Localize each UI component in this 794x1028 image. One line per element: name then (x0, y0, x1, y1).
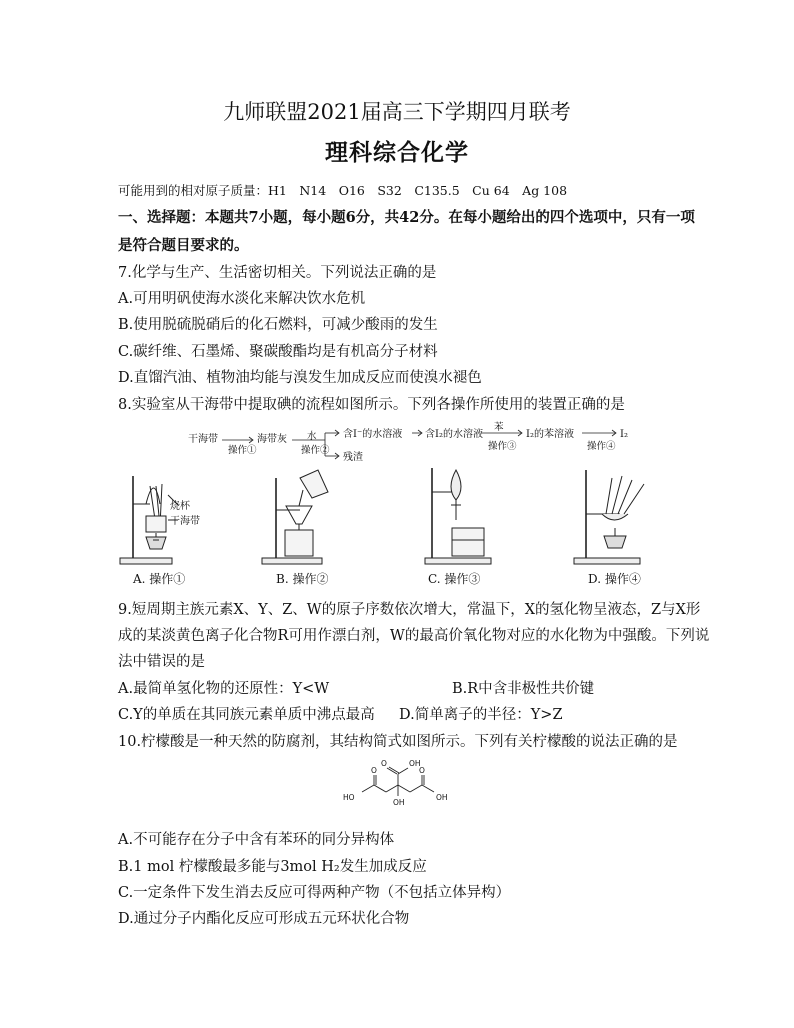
flow-op3-label: 操作③ (488, 441, 517, 452)
struct-o-left: O (371, 766, 377, 775)
q9-option-d: D.简单离子的半径：Y>Z (399, 707, 563, 723)
label-dry-kelp: 干海带 (170, 516, 200, 527)
struct-o-right: O (419, 766, 425, 775)
q7-option-a: A.可用明矾使海水淡化来解决饮水危机 (118, 291, 366, 307)
flow-water-label: 水 (307, 431, 317, 442)
q8-stem: 8.实验室从干海带中提取碘的流程如图所示。下列各操作所使用的装置正确的是 (118, 397, 625, 413)
q9-stem-line1: 9.短周期主族元素X、Y、Z、W的原子序数依次增大，常温下，X的氢化物呈液态，Z与X形 (118, 602, 701, 618)
flow-node-iodine-solution: 含I₂的水溶液 (425, 429, 483, 440)
q10-option-d: D.通过分子内酯化反应可形成五元环状化合物 (118, 911, 410, 927)
section-header-line1: 一、选择题：本题共7小题，每小题6分，共42分。在每小题给出的四个选项中，只有一项 (118, 209, 695, 226)
q9-option-b: B.R中含非极性共价键 (452, 681, 595, 697)
apparatus-a-caption: A. 操作① (133, 572, 186, 586)
q7-stem: 7.化学与生产、生活密切相关。下列说法正确的是 (118, 265, 437, 281)
flow-op2-label: 操作② (301, 445, 330, 456)
flow-node-iodide-solution: 含I⁻的水溶液 (343, 429, 403, 440)
exam-title: 九师联盟2021届高三下学期四月联考 (223, 100, 571, 124)
q10-option-b: B.1 mol 柠檬酸最多能与3mol H₂发生加成反应 (118, 859, 427, 875)
apparatus-d-caption: D. 操作④ (588, 572, 641, 586)
q9-stem-line2: 成的某淡黄色离子化合物R可用作漂白剂，W的最高价氧化物对应的水化物为中强酸。下列说 (118, 628, 710, 644)
struct-oh-mid: OH (393, 798, 405, 807)
q7-option-c: C.碳纤维、石墨烯、聚碳酸酯均是有机高分子材料 (118, 344, 438, 360)
q7-option-d: D.直馏汽油、植物油均能与溴发生加成反应而使溴水褪色 (118, 370, 482, 386)
q10-option-a: A.不可能存在分子中含有苯环的同分异构体 (118, 832, 395, 848)
q10-stem: 10.柠檬酸是一种天然的防腐剂，其结构简式如图所示。下列有关柠檬酸的说法正确的是 (118, 734, 678, 750)
struct-oh-top: OH (409, 759, 421, 768)
struct-o-top: O (381, 759, 387, 768)
struct-ho-left: HO (343, 793, 355, 802)
flow-op1-label: 操作① (228, 445, 257, 456)
flow-node-benzene-solution: I₂的苯溶液 (526, 429, 574, 440)
flow-benzene-label: 苯 (494, 422, 504, 433)
label-beaker: 烧杯 (170, 501, 190, 512)
q9-option-c: C.Y的单质在其同族元素单质中沸点最高 (118, 707, 375, 723)
flow-node-iodine: I₂ (620, 429, 628, 440)
subject-title: 理科综合化学 (325, 139, 469, 166)
q10-option-c: C.一定条件下发生消去反应可得两种产物（不包括立体异构） (118, 885, 511, 901)
apparatus-b-caption: B. 操作② (276, 572, 329, 586)
q9-stem-line3: 法中错误的是 (118, 654, 205, 670)
flow-node-kelp-ash: 海带灰 (257, 434, 287, 445)
apparatus-c-caption: C. 操作③ (428, 572, 481, 586)
struct-oh-right: OH (436, 793, 448, 802)
flow-op4-label: 操作④ (587, 441, 616, 452)
atomic-masses: 可能用到的相对原子质量：H1 N14 O16 S32 C135.5 Cu 64 Ag 108 (118, 183, 568, 198)
q9-option-a: A.最简单氢化物的还原性：Y<W (118, 681, 330, 697)
flow-node-dry-kelp: 干海带 (188, 434, 218, 445)
section-header-line2: 是符合题目要求的。 (118, 237, 249, 254)
flow-node-residue: 残渣 (343, 452, 363, 463)
q7-option-b: B.使用脱硫脱硝后的化石燃料，可减少酸雨的发生 (118, 317, 438, 333)
